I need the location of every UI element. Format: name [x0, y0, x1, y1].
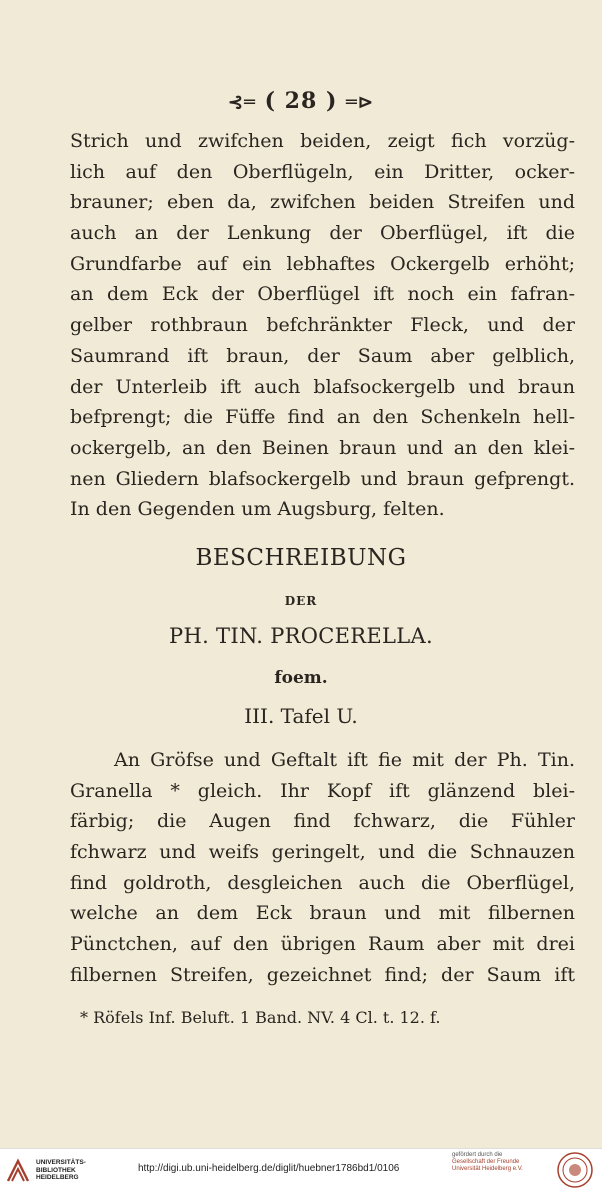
- paragraph-2: [70, 745, 575, 991]
- footnote: * Röfels Inf. Beluft. 1 Band. NV. 4 Cl. t. 12. f.: [80, 1008, 441, 1027]
- species-heading: PH. TIN. PROCERELLA.: [169, 624, 433, 648]
- university-seal-icon: [556, 1151, 594, 1189]
- library-name: UNIVERSITÄTS- BIBLIOTHEK HEIDELBERG: [36, 1159, 86, 1181]
- text-line: An Gröfse und Geftalt ift fie mit der Ph. Tin.: [114, 749, 575, 771]
- text-line: Grundfarbe auf ein lebhaftes Ockergelb erhöht;: [70, 252, 575, 275]
- section-der: DER: [284, 594, 318, 608]
- text-line: Saumrand ift braun, der Saum aber gelblich,: [70, 344, 575, 367]
- text-line: an dem Eck der Oberflügel ift noch ein fafran-: [70, 283, 575, 306]
- section-title: BESCHREIBUNG: [195, 545, 407, 571]
- text-line: In den Gegenden um Augsburg, felten.: [70, 498, 445, 521]
- library-emblem-icon: [6, 1157, 30, 1183]
- text-line: färbig; die Augen find fchwarz, die Fühler: [70, 810, 575, 833]
- funding-note: gefördert durch die Gesellschaft der Freunde Universität Heidelberg e.V.: [452, 1152, 523, 1172]
- text-line: Granella * gleich. Ihr Kopf ift glänzend blei-: [70, 779, 575, 802]
- text-line: filbernen Streifen, gezeichnet find; der Saum ift: [70, 963, 575, 986]
- text-line: fchwarz und weifs geringelt, und die Schnauzen: [70, 841, 575, 864]
- sex-label: foem.: [274, 668, 328, 688]
- text-line: Strich und zwifchen beiden, zeigt fich vorzüg-: [70, 130, 575, 152]
- page-header: [0, 88, 602, 114]
- paragraph-1: [70, 126, 575, 525]
- text-line: auch an der Lenkung der Oberflügel, ift die: [70, 222, 575, 245]
- text-line: Pünctchen, auf den übrigen Raum aber mit drei: [70, 933, 575, 956]
- text-line: find goldroth, desgleichen auch die Oberflügel,: [70, 871, 575, 894]
- text-line: ockergelb, an den Beinen braun und an den klei-: [70, 436, 575, 459]
- page-number: ( 28 ): [264, 88, 338, 114]
- text-line: welche an dem Eck braun und mit filbernen: [70, 902, 575, 925]
- text-line: lich auf den Oberflügeln, ein Dritter, ocker-: [70, 160, 575, 183]
- left-ornament: ⊰═: [228, 92, 256, 113]
- library-logo[interactable]: [6, 1155, 126, 1185]
- text-line: der Unterleib ift auch blafsockergelb und braun: [70, 375, 575, 398]
- text-line: befprengt; die Füffe find an den Schenkeln hell-: [70, 406, 575, 429]
- text-line: nen Gliedern blafsockergelb und braun gefprengt.: [70, 467, 575, 490]
- footer-bar: [0, 1148, 602, 1191]
- right-ornament: ═⊳: [346, 92, 374, 113]
- text-line: gelber rothbraun befchränkter Fleck, und der: [70, 314, 575, 337]
- permalink-url[interactable]: http://digi.ub.uni-heidelberg.de/diglit/huebner1786bd1/0106: [138, 1163, 400, 1174]
- text-line: brauner; eben da, zwifchen beiden Streifen und: [70, 191, 575, 214]
- plate-label: III. Tafel U.: [244, 704, 358, 728]
